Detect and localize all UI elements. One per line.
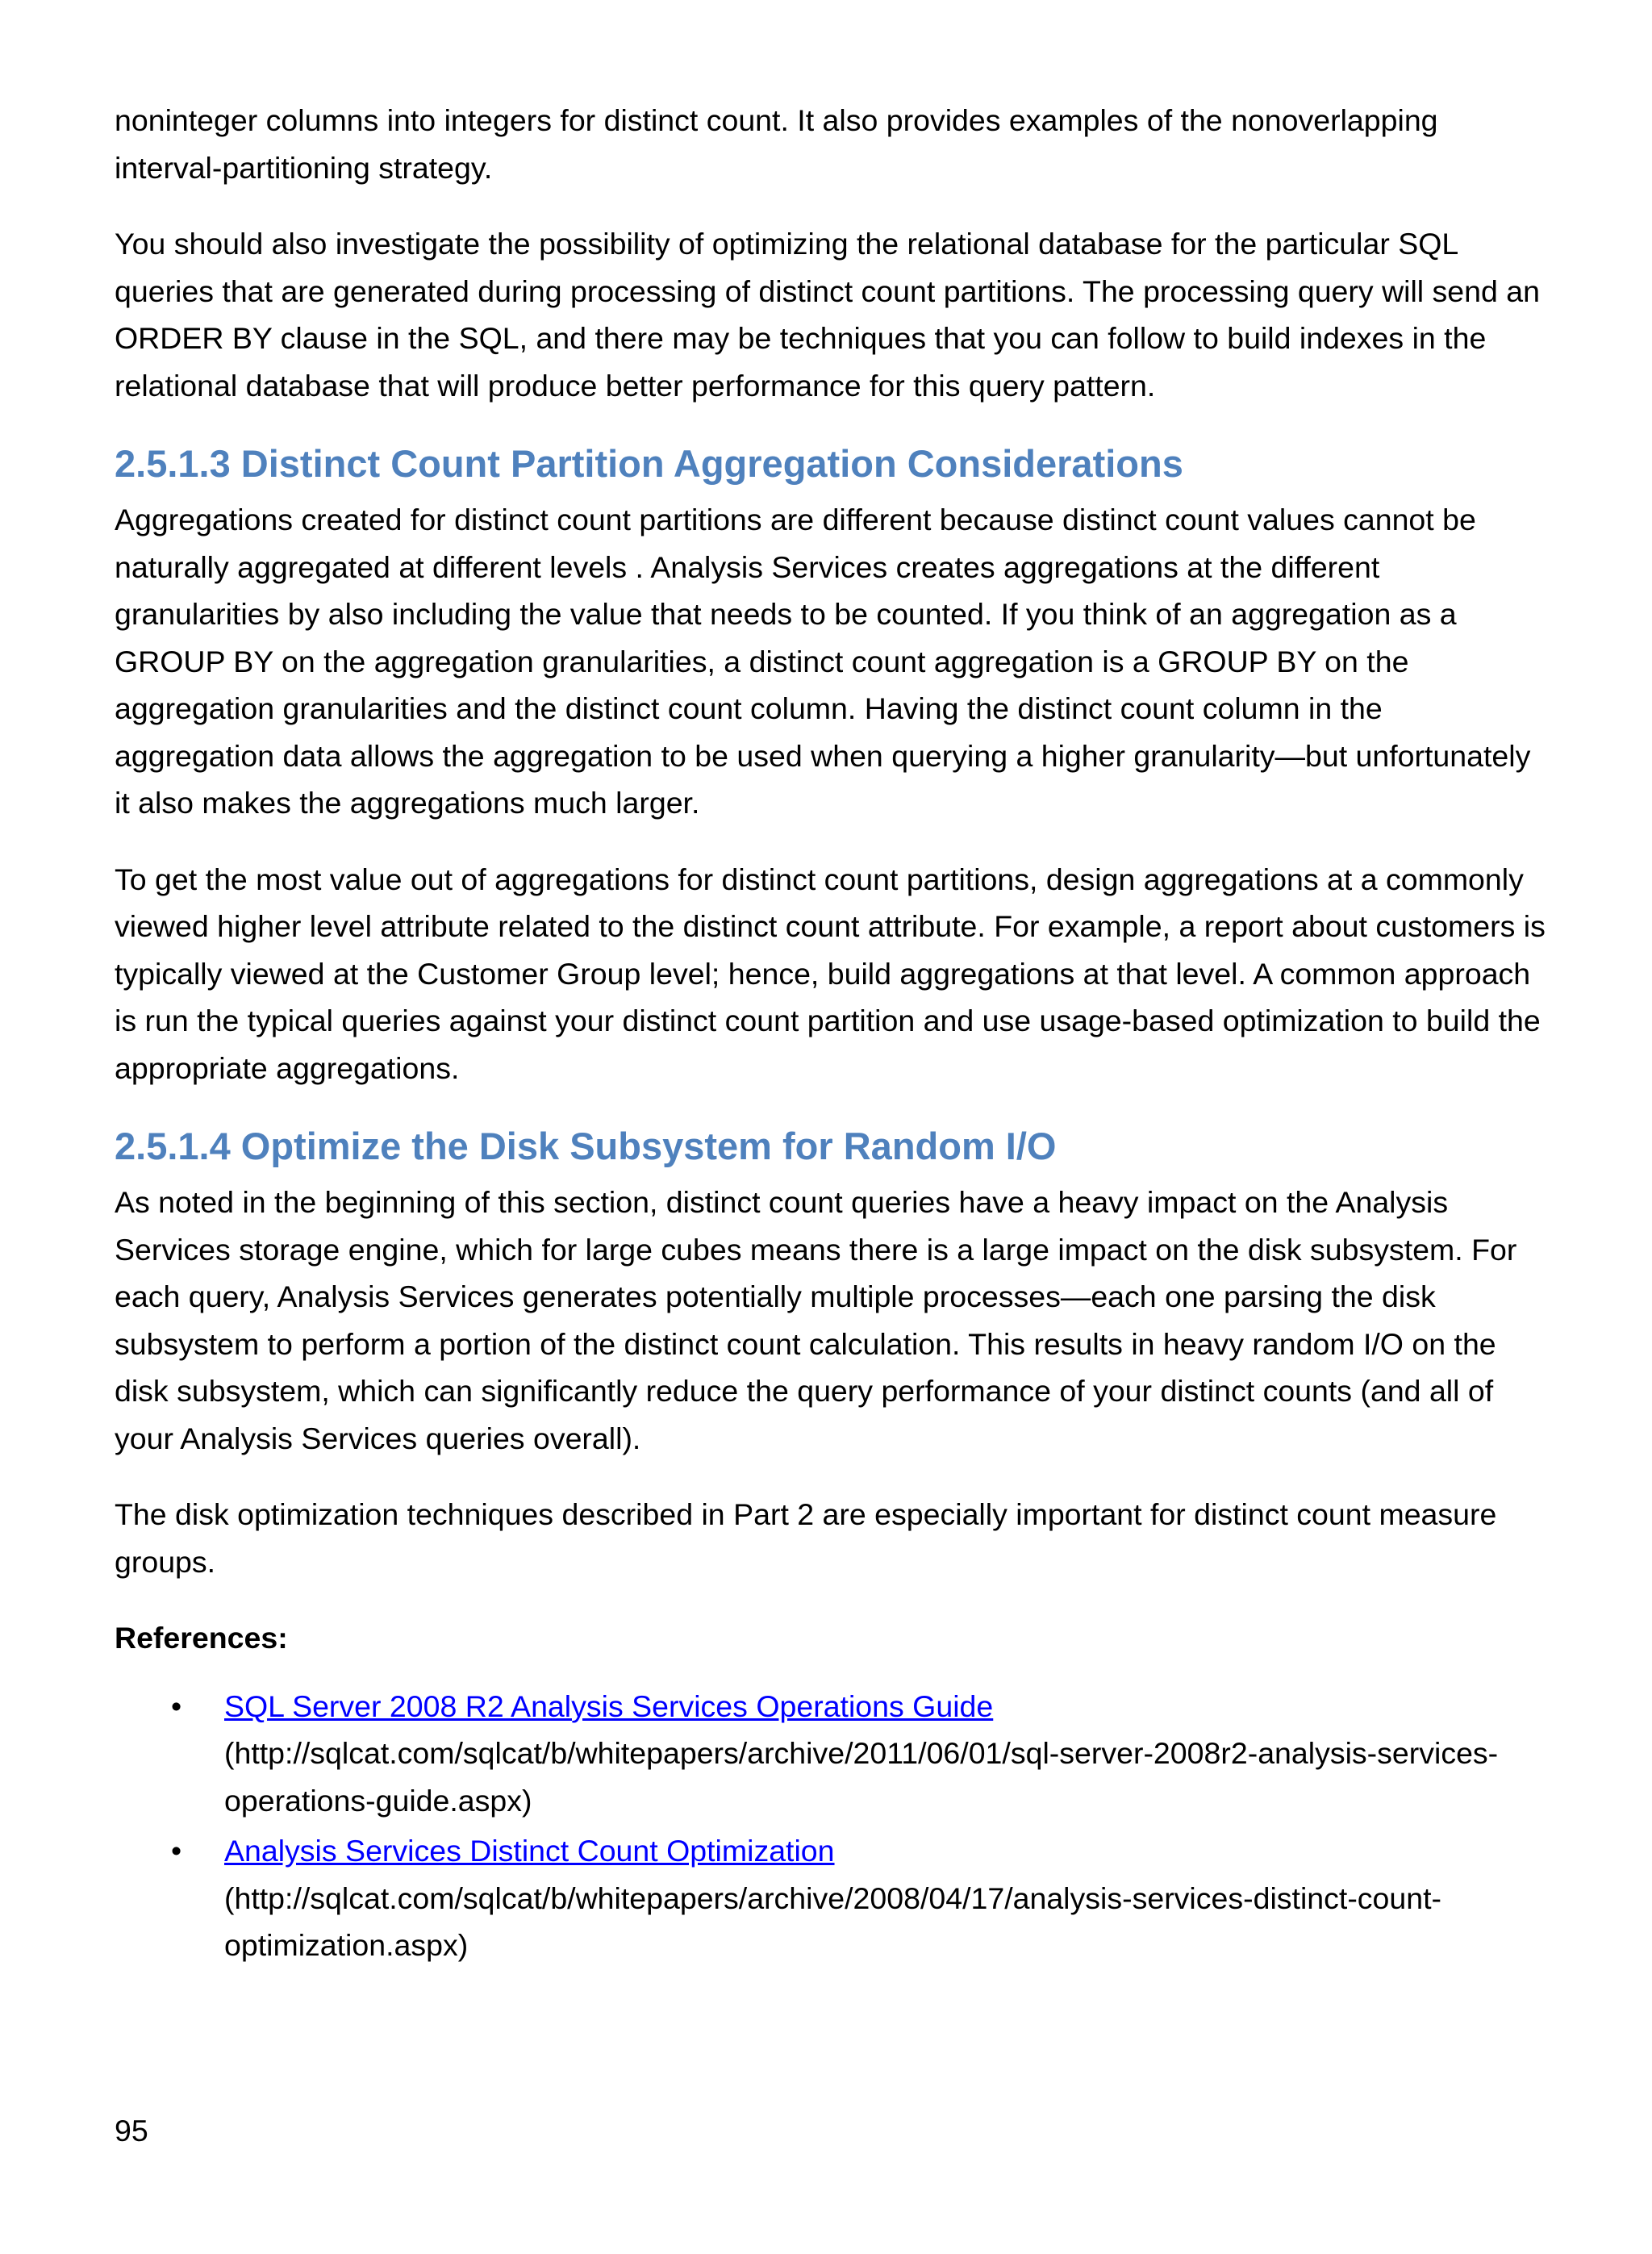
intro-paragraph-2: You should also investigate the possibility of optimizing the relational database for the particular SQL queries that are generated during processing of distinct count partitions. The processing query will send an ORDER BY clause in the SQL, and there may be techniques that you can follow to build indexes in the relational database that will produce better performance for this query pattern.	[115, 227, 1541, 403]
section-2514-paragraph-2: The disk optimization techniques described in Part 2 are especially important for distinct count measure groups.	[115, 1497, 1497, 1579]
document-page	[115, 97, 1550, 1972]
bullet-icon: •	[171, 1834, 182, 1868]
reference-item	[115, 1827, 1550, 1969]
reference-link-operations-guide[interactable]: SQL Server 2008 R2 Analysis Services Operations Guide	[224, 1688, 994, 1723]
reference-url-distinct-count-optimization: (http://sqlcat.com/sqlcat/b/whitepapers/archive/2008/04/17/analysis-services-distinct-count-optimization.aspx)	[224, 1880, 1442, 1962]
section-2513-paragraph-1: Aggregations created for distinct count partitions are different because distinct count values cannot be naturally aggregated at different levels . Analysis Services creates aggregations at the different granularities by also including the value that needs to be counted. If you think of an aggregation as a GROUP BY on the aggregation granularities, a distinct count aggregation is a GROUP BY on the aggregation granularities and the distinct count column. Having the distinct count column in the aggregation data allows the aggregation to be used when querying a higher granularity—but unfortunately it also makes the aggregations much larger.	[115, 503, 1531, 820]
references-heading: References:	[115, 1621, 288, 1655]
bullet-icon: •	[171, 1688, 182, 1723]
reference-link-distinct-count-optimization[interactable]: Analysis Services Distinct Count Optimization	[224, 1834, 835, 1868]
references-list	[115, 1683, 1550, 1969]
reference-item	[115, 1683, 1550, 1825]
reference-url-operations-guide: (http://sqlcat.com/sqlcat/b/whitepapers/archive/2011/06/01/sql-server-2008r2-analysis-services-operations-guide.aspx)	[224, 1736, 1499, 1818]
section-heading-2514: 2.5.1.4 Optimize the Disk Subsystem for Random I/O	[115, 1125, 1057, 1167]
page-number: 95	[115, 2114, 148, 2148]
section-2513-paragraph-2: To get the most value out of aggregations for distinct count partitions, design aggregations at a commonly viewed higher level attribute related to the distinct count attribute. For example, a report about customers is typically viewed at the Customer Group level; hence, build aggregations at that level. A common approach is run the typical queries against your distinct count partition and use usage-based optimization to build the appropriate aggregations.	[115, 862, 1546, 1085]
section-heading-2513: 2.5.1.3 Distinct Count Partition Aggregation Considerations	[115, 442, 1183, 485]
intro-paragraph-1: noninteger columns into integers for distinct count. It also provides examples of the nonoverlapping interval-partitioning strategy.	[115, 103, 1438, 185]
section-2514-paragraph-1: As noted in the beginning of this section, distinct count queries have a heavy impact on the Analysis Services storage engine, which for large cubes means there is a large impact on the disk subsystem. For each query, Analysis Services generates potentially multiple processes—each one parsing the disk subsystem to perform a portion of the distinct count calculation. This results in heavy random I/O on the disk subsystem, which can significantly reduce the query performance of your distinct counts (and all of your Analysis Services queries overall).	[115, 1185, 1517, 1455]
